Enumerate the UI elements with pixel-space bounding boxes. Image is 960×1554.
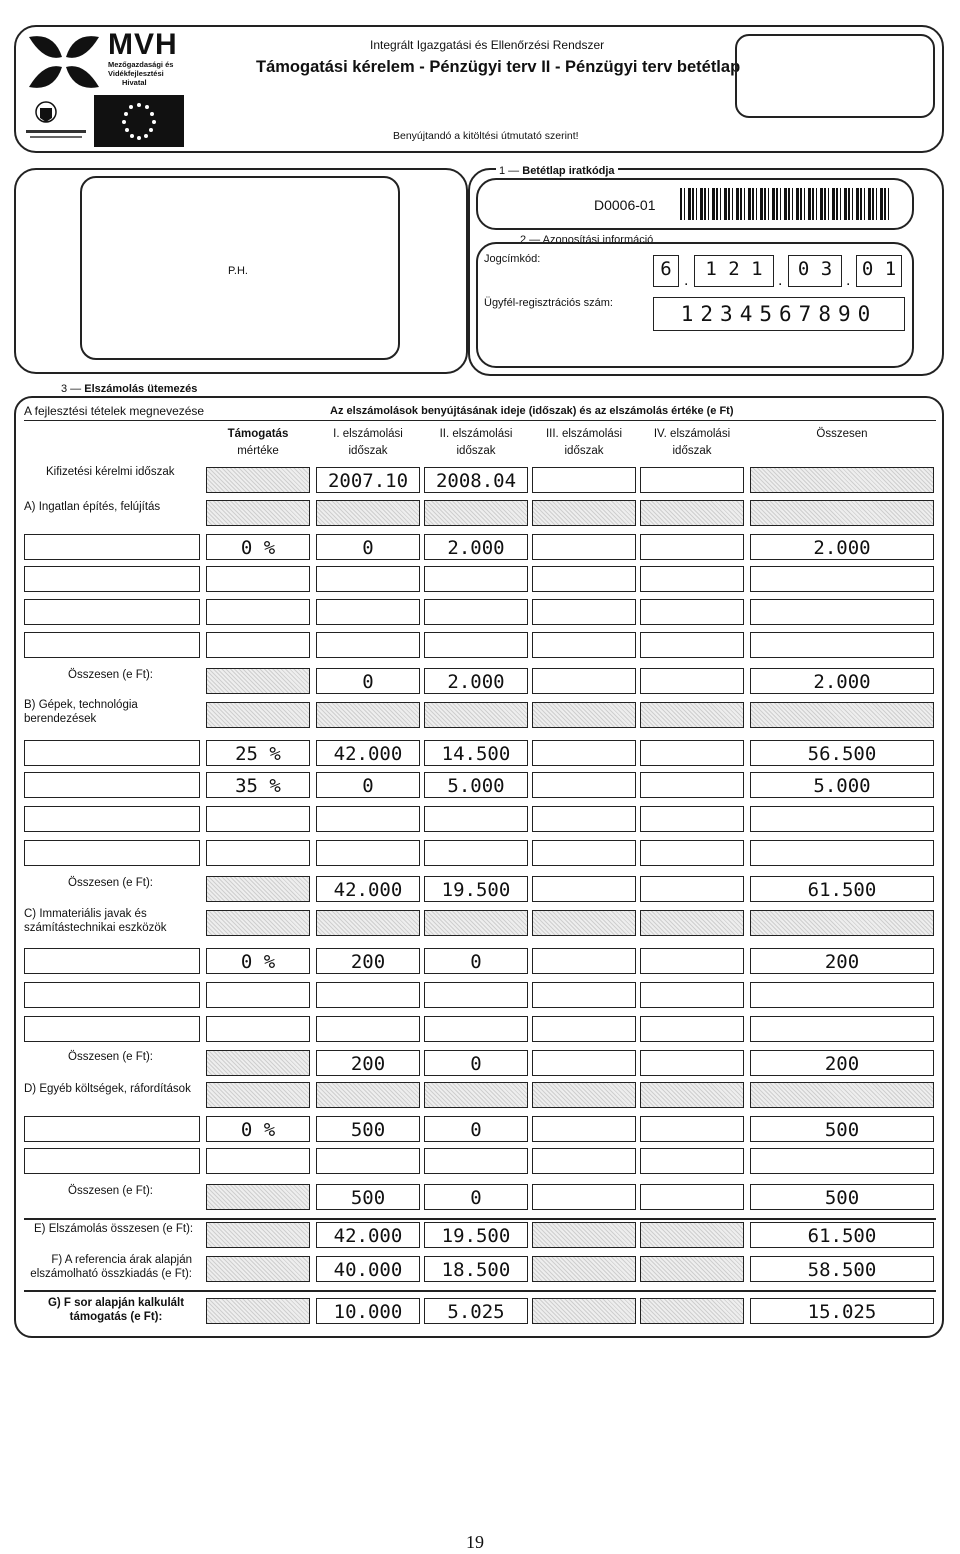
c-sum-total: 200 [750, 1050, 934, 1076]
header-tamogatas [206, 426, 310, 460]
a-header-gray [206, 500, 310, 526]
ugyfel-reg-number-field[interactable] [653, 297, 905, 331]
jogcimkod-digit-5: 0 [797, 258, 810, 280]
a-row3-p2[interactable] [424, 599, 528, 625]
section-d-title: D) Egyéb költségek, ráfordítások [24, 1083, 191, 1095]
d-header-gray [206, 1082, 310, 1108]
header-period-2 [424, 426, 528, 460]
c-row3-p3[interactable] [532, 1016, 636, 1042]
a-row2-p2[interactable] [424, 566, 528, 592]
b-header-gray [640, 702, 744, 728]
ugyfel-digit: 1 [680, 302, 701, 326]
c-row3-p2[interactable] [424, 1016, 528, 1042]
a-row1-p3[interactable] [532, 534, 636, 560]
a-row2-name[interactable] [24, 566, 200, 592]
f-total: 58.500 [750, 1256, 934, 1282]
f-label-line2: elszámolható összkiadás (e Ft): [30, 1268, 192, 1280]
c-row1-name[interactable] [24, 948, 200, 974]
b-row2-name[interactable] [24, 772, 200, 798]
d-sum-p1: 500 [316, 1184, 420, 1210]
d-row2-p2[interactable] [424, 1148, 528, 1174]
d-row1-p3[interactable] [532, 1116, 636, 1142]
b-row4-p3[interactable] [532, 840, 636, 866]
d-sum-label: Összesen (e Ft): [68, 1185, 153, 1197]
kifizetesi-p2-cell[interactable]: 2008.04 [424, 467, 528, 493]
b-row3-total[interactable] [750, 806, 934, 832]
g-total: 15.025 [750, 1298, 934, 1324]
jogcimkod-label: Jogcímkód: [484, 253, 541, 265]
a-row2-rate[interactable] [206, 566, 310, 592]
header-p3-line2: időszak [564, 445, 604, 457]
b-row4-name[interactable] [24, 840, 200, 866]
header-total: Összesen [816, 428, 868, 440]
a-row1-p2[interactable]: 2.000 [424, 534, 528, 560]
d-sum-p4 [640, 1184, 744, 1210]
f-label [28, 1253, 192, 1281]
section3-number: 3 [61, 383, 68, 395]
jogcimkod-dot: . [684, 272, 689, 289]
e-rate [206, 1222, 310, 1248]
section2-heading: 2 — Azonosítási információ [517, 234, 656, 246]
instruction-text: Benyújtandó a kitöltési útmutató szerint! [393, 130, 579, 142]
jogcimkod-digit-7: 0 [861, 258, 874, 280]
b-row1-name[interactable] [24, 740, 200, 766]
b-row1-p4[interactable] [640, 740, 744, 766]
c-sum-rate [206, 1050, 310, 1076]
b-row1-total[interactable]: 56.500 [750, 740, 934, 766]
jogcimkod-digit-8: 1 [884, 258, 897, 280]
b-sum-p1: 42.000 [316, 876, 420, 902]
ugyfel-digit: 6 [779, 302, 799, 326]
c-sum-p3 [532, 1050, 636, 1076]
e-p1: 42.000 [316, 1222, 420, 1248]
left-column-title: A fejlesztési tételek megnevezése [24, 404, 205, 418]
d-sum-p2: 0 [424, 1184, 528, 1210]
b-row4-p4[interactable] [640, 840, 744, 866]
ugyfel-label: Ügyfél-regisztrációs szám: [484, 297, 613, 309]
hungary-emblem [24, 96, 88, 146]
logo-subtitle [108, 60, 173, 87]
a-row1-p1[interactable]: 0 [316, 534, 420, 560]
a-sum-total: 2.000 [750, 668, 934, 694]
d-row2-p3[interactable] [532, 1148, 636, 1174]
a-row1-name[interactable] [24, 534, 200, 560]
b-row1-p1[interactable]: 42.000 [316, 740, 420, 766]
c-sum-p2: 0 [424, 1050, 528, 1076]
header-p1-line1: I. elszámolási [333, 428, 403, 440]
header-period-3 [532, 426, 636, 460]
a-row3-p4[interactable] [640, 599, 744, 625]
c-row2-p2[interactable] [424, 982, 528, 1008]
right-column-title: Az elszámolások benyújtásának ideje (időszak) és az elszámolás értéke (e Ft) [330, 405, 734, 417]
ugyfel-digit: 2 [700, 302, 721, 326]
eu-flag [94, 95, 184, 147]
section-b-title [24, 698, 138, 726]
b-header-gray [750, 702, 934, 728]
coat-of-arms-icon [24, 96, 88, 146]
a-row2-total[interactable] [750, 566, 934, 592]
c-header-gray [316, 910, 420, 936]
f-p3 [532, 1256, 636, 1282]
a-row4-p1[interactable] [316, 632, 420, 658]
section-c-title-line1: C) Immateriális javak és [24, 908, 147, 920]
jogcimkod-group-3[interactable] [788, 255, 842, 287]
d-header-gray [750, 1082, 934, 1108]
d-row1-p1[interactable]: 500 [316, 1116, 420, 1142]
c-header-gray [532, 910, 636, 936]
c-row1-p4[interactable] [640, 948, 744, 974]
section2-number: 2 [520, 234, 527, 246]
a-row2-p1[interactable] [316, 566, 420, 592]
a-row4-p3[interactable] [532, 632, 636, 658]
e-p3 [532, 1222, 636, 1248]
ugyfel-digit: 7 [798, 302, 819, 326]
b-row3-p4[interactable] [640, 806, 744, 832]
d-row1-total[interactable]: 500 [750, 1116, 934, 1142]
a-row4-p4[interactable] [640, 632, 744, 658]
header-period-1 [316, 426, 420, 460]
c-row2-p3[interactable] [532, 982, 636, 1008]
c-row1-total[interactable]: 200 [750, 948, 934, 974]
f-label-line1: F) A referencia árak alapján [51, 1254, 192, 1266]
ugyfel-digit: 9 [837, 302, 858, 326]
g-p4 [640, 1298, 744, 1324]
e-p2: 19.500 [424, 1222, 528, 1248]
c-header-gray [640, 910, 744, 936]
ugyfel-digit: 5 [759, 302, 779, 326]
kifizetesi-p4-cell[interactable] [640, 467, 744, 493]
g-p1: 10.000 [316, 1298, 420, 1324]
a-row4-name[interactable] [24, 632, 200, 658]
section1-number: 1 [499, 165, 506, 177]
c-row1-p2[interactable]: 0 [424, 948, 528, 974]
f-p2: 18.500 [424, 1256, 528, 1282]
title-underline [24, 420, 936, 421]
c-row1-rate[interactable]: 0 % [206, 948, 310, 974]
section3-title: Elszámolás ütemezés [84, 383, 198, 395]
b-sum-total: 61.500 [750, 876, 934, 902]
barcode-icon [680, 188, 890, 220]
b-row2-total[interactable]: 5.000 [750, 772, 934, 798]
registration-stamp-box[interactable] [735, 34, 935, 118]
b-row4-total[interactable] [750, 840, 934, 866]
mvh-logo [24, 32, 104, 92]
b-row2-rate[interactable]: 35 % [206, 772, 310, 798]
section-c-title [24, 907, 167, 935]
g-rate [206, 1298, 310, 1324]
b-row3-p2[interactable] [424, 806, 528, 832]
e-separator [24, 1218, 936, 1220]
header-p3-line1: III. elszámolási [545, 428, 623, 440]
g-label-line1: G) F sor alapján kalkulált [47, 1297, 185, 1309]
d-header-gray [316, 1082, 420, 1108]
c-row1-p3[interactable] [532, 948, 636, 974]
ugyfel-digit: 3 [720, 302, 740, 326]
a-sum-rate [206, 668, 310, 694]
b-sum-p3 [532, 876, 636, 902]
e-total: 61.500 [750, 1222, 934, 1248]
d-row2-total[interactable] [750, 1148, 934, 1174]
b-row2-p1[interactable]: 0 [316, 772, 420, 798]
c-header-gray [206, 910, 310, 936]
a-row4-total[interactable] [750, 632, 934, 658]
b-row2-p2[interactable]: 5.000 [424, 772, 528, 798]
b-row1-rate[interactable]: 25 % [206, 740, 310, 766]
c-row3-p1[interactable] [316, 1016, 420, 1042]
header-p1-line2: időszak [348, 445, 388, 457]
g-p3 [532, 1298, 636, 1324]
b-row3-p1[interactable] [316, 806, 420, 832]
c-row2-p4[interactable] [640, 982, 744, 1008]
c-row2-name[interactable] [24, 982, 200, 1008]
kifizetesi-p3-cell[interactable] [532, 467, 636, 493]
b-row3-p3[interactable] [532, 806, 636, 832]
a-row3-rate[interactable] [206, 599, 310, 625]
d-header-gray [424, 1082, 528, 1108]
d-row2-p1[interactable] [316, 1148, 420, 1174]
section1-title: Betétlap iratkódja [522, 165, 615, 177]
d-header-gray [532, 1082, 636, 1108]
a-row3-total[interactable] [750, 599, 934, 625]
g-label-line2: támogatás (e Ft): [69, 1311, 163, 1323]
a-row3-p3[interactable] [532, 599, 636, 625]
c-row1-p1[interactable]: 200 [316, 948, 420, 974]
jogcimkod-group-4[interactable] [856, 255, 902, 287]
a-row3-name[interactable] [24, 599, 200, 625]
f-p4 [640, 1256, 744, 1282]
header-p2-line2: időszak [456, 445, 496, 457]
b-header-gray [316, 702, 420, 728]
logo-text: MVH [108, 28, 178, 61]
e-label: E) Elszámolás összesen (e Ft): [34, 1223, 194, 1235]
b-row1-p2[interactable]: 14.500 [424, 740, 528, 766]
header-p4-line1: IV. elszámolási [653, 428, 731, 440]
f-rate [206, 1256, 310, 1282]
jogcimkod-digit-6: 3 [820, 258, 833, 280]
g-separator [24, 1290, 936, 1292]
ugyfel-digit: 8 [818, 302, 838, 326]
a-row2-p3[interactable] [532, 566, 636, 592]
b-sum-rate [206, 876, 310, 902]
b-row2-p3[interactable] [532, 772, 636, 798]
jogcimkod-group-2[interactable] [694, 255, 774, 287]
ugyfel-digit: 0 [857, 302, 878, 326]
a-row3-p1[interactable] [316, 599, 420, 625]
b-row3-rate[interactable] [206, 806, 310, 832]
d-row2-rate[interactable] [206, 1148, 310, 1174]
b-sum-label: Összesen (e Ft): [68, 877, 153, 889]
section-a-title: A) Ingatlan építés, felújítás [24, 501, 161, 513]
g-label [40, 1296, 192, 1324]
c-header-gray [750, 910, 934, 936]
a-row1-total[interactable]: 2.000 [750, 534, 934, 560]
kifizetesi-rate-cell [206, 467, 310, 493]
header-p2-line1: II. elszámolási [439, 428, 513, 440]
logo-sub-1: Mezőgazdasági és [108, 60, 174, 69]
c-row3-name[interactable] [24, 1016, 200, 1042]
stamp-label: P.H. [228, 265, 248, 277]
d-header-gray [640, 1082, 744, 1108]
document-code: D0006-01 [594, 197, 656, 213]
jogcimkod-digit-3: 2 [728, 258, 740, 280]
b-row4-p2[interactable] [424, 840, 528, 866]
header-period-4 [640, 426, 744, 460]
b-row2-p4[interactable] [640, 772, 744, 798]
a-sum-label: Összesen (e Ft): [68, 669, 153, 681]
form-title: Támogatási kérelem - Pénzügyi terv II - Pénzügyi terv betétlap [256, 58, 741, 76]
c-row3-p4[interactable] [640, 1016, 744, 1042]
b-row4-rate[interactable] [206, 840, 310, 866]
header-tamogatas-line2: mértéke [237, 445, 279, 457]
a-row4-rate[interactable] [206, 632, 310, 658]
b-row3-name[interactable] [24, 806, 200, 832]
a-row1-p4[interactable] [640, 534, 744, 560]
c-row2-rate[interactable] [206, 982, 310, 1008]
b-sum-p4 [640, 876, 744, 902]
c-sum-p1: 200 [316, 1050, 420, 1076]
jogcimkod-digit-2: 1 [705, 258, 717, 280]
d-row2-name[interactable] [24, 1148, 200, 1174]
a-sum-p4 [640, 668, 744, 694]
d-sum-rate [206, 1184, 310, 1210]
logo-sub-3: Hivatal [122, 78, 147, 87]
a-row4-p2[interactable] [424, 632, 528, 658]
a-header-gray [424, 500, 528, 526]
d-sum-total: 500 [750, 1184, 934, 1210]
logo-sub-2: Vidékfejlesztési [108, 69, 164, 78]
section-c-title-line2: számítástechnikai eszközök [24, 922, 167, 934]
a-header-gray [640, 500, 744, 526]
a-row1-rate[interactable]: 0 % [206, 534, 310, 560]
b-sum-p2: 19.500 [424, 876, 528, 902]
b-header-gray [532, 702, 636, 728]
jogcimkod-digit-4: 1 [751, 258, 763, 280]
a-header-gray [316, 500, 420, 526]
page-number: 19 [466, 1532, 484, 1552]
d-row1-name[interactable] [24, 1116, 200, 1142]
jogcimkod-digit-1[interactable]: 6 [653, 255, 679, 287]
a-sum-p1: 0 [316, 668, 420, 694]
section-b-title-line2: berendezések [24, 713, 97, 725]
d-row1-p2[interactable]: 0 [424, 1116, 528, 1142]
c-header-gray [424, 910, 528, 936]
c-sum-p4 [640, 1050, 744, 1076]
b-row4-p1[interactable] [316, 840, 420, 866]
f-p1: 40.000 [316, 1256, 420, 1282]
ugyfel-digit: 4 [739, 302, 760, 326]
c-row3-rate[interactable] [206, 1016, 310, 1042]
d-row1-p4[interactable] [640, 1116, 744, 1142]
c-row2-total[interactable] [750, 982, 934, 1008]
kifizetesi-p1-cell[interactable]: 2007.10 [316, 467, 420, 493]
d-row2-p4[interactable] [640, 1148, 744, 1174]
a-sum-p3 [532, 668, 636, 694]
g-p2: 5.025 [424, 1298, 528, 1324]
section2-title: Azonosítási információ [542, 234, 654, 246]
header-p4-line2: időszak [672, 445, 712, 457]
c-row3-total[interactable] [750, 1016, 934, 1042]
jogcimkod-dot-3: . [846, 272, 851, 289]
eu-stars-icon [94, 95, 184, 147]
a-header-gray [532, 500, 636, 526]
kifizetesi-label: Kifizetési kérelmi időszak [46, 466, 175, 478]
d-row1-rate[interactable]: 0 % [206, 1116, 310, 1142]
leaf-logo-icon [24, 32, 104, 92]
a-header-gray [750, 500, 934, 526]
c-row2-p1[interactable] [316, 982, 420, 1008]
section3-heading: 3 — Elszámolás ütemezés [58, 383, 200, 395]
d-sum-p3 [532, 1184, 636, 1210]
section-b-title-line1: B) Gépek, technológia [24, 699, 138, 711]
b-header-gray [206, 702, 310, 728]
b-header-gray [424, 702, 528, 728]
a-row2-p4[interactable] [640, 566, 744, 592]
section1-heading: 1 — Betétlap iratkódja [496, 165, 618, 177]
jogcimkod-dot-2: . [778, 272, 783, 289]
a-sum-p2: 2.000 [424, 668, 528, 694]
b-row1-p3[interactable] [532, 740, 636, 766]
kifizetesi-total-cell [750, 467, 934, 493]
e-p4 [640, 1222, 744, 1248]
system-name: Integrált Igazgatási és Ellenőrzési Rendszer [370, 38, 605, 52]
c-sum-label: Összesen (e Ft): [68, 1051, 153, 1063]
header-tamogatas-line1: Támogatás [227, 428, 289, 440]
